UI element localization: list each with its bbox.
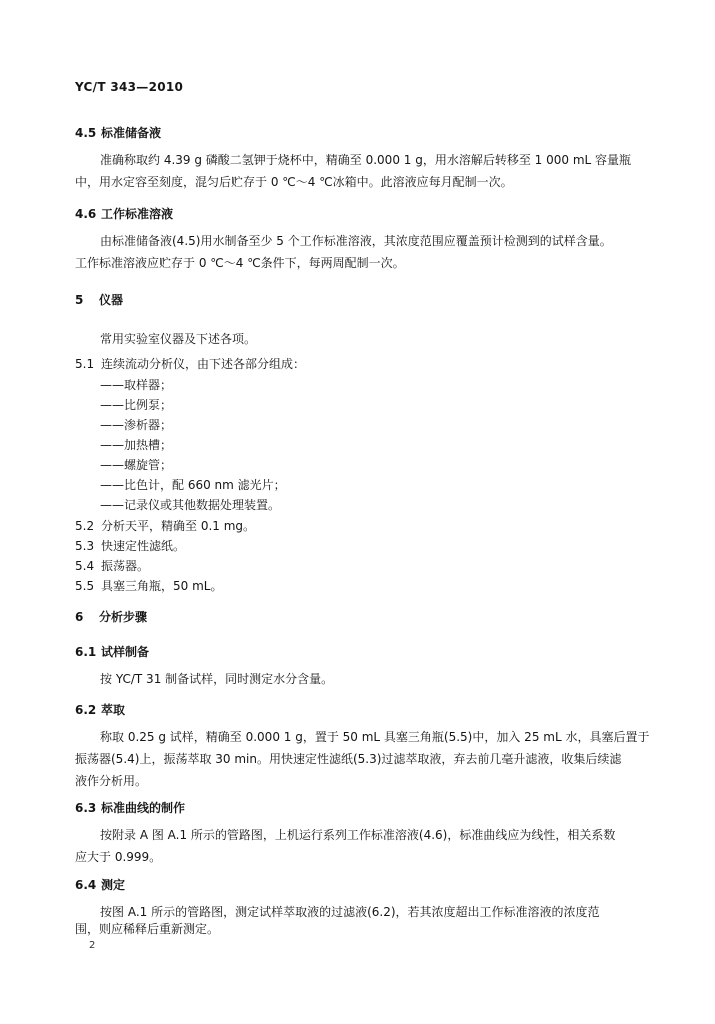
clause-number: 5.2 (75, 519, 95, 533)
clause-5-4 (75, 557, 149, 574)
section-title: 分析步骤 (99, 610, 148, 624)
section-title: 试样制备 (101, 645, 150, 659)
paragraph-line: 应大于 0.999。 (75, 850, 162, 864)
paragraph-line: 振荡器(5.4)上，振荡萃取 30 min。用快速定性滤纸(5.3)过滤萃取液，弃去前几毫升滤液，收集后续滤 (75, 752, 622, 766)
section-heading-4-6 (75, 205, 173, 222)
list-item: ——渗析器； (100, 418, 173, 432)
section-number: 5 (75, 293, 84, 307)
clause-text: 具塞三角瓶，50 mL。 (101, 579, 223, 593)
section-number: 6 (75, 610, 84, 624)
section-number: 6.2 (75, 703, 97, 717)
clause-5-5 (75, 577, 222, 594)
section-number: 4.5 (75, 126, 97, 140)
section-number: 4.6 (75, 207, 97, 221)
section-title: 仪器 (99, 293, 124, 307)
clause-5-2 (75, 517, 255, 534)
paragraph-line: 围，则应稀释后重新测定。 (75, 922, 220, 936)
section-title: 标准曲线的制作 (101, 801, 186, 815)
section-heading-6-3 (75, 799, 185, 816)
paragraph-line: 中，用水定容至刻度，混匀后贮存于 0 ℃～4 ℃冰箱中。此溶液应每月配制一次。 (75, 175, 513, 189)
paragraph-line: 按 YC/T 31 制备试样，同时测定水分含量。 (100, 672, 334, 686)
section-title: 工作标准溶液 (101, 207, 174, 221)
list-item: ——记录仪或其他数据处理装置。 (100, 498, 281, 512)
list-item: ——螺旋管； (100, 458, 173, 472)
paragraph-line: 工作标准溶液应贮存于 0 ℃～4 ℃条件下，每两周配制一次。 (75, 256, 405, 270)
clause-5-1 (75, 355, 305, 372)
paragraph-line: 按附录 A 图 A.1 所示的管路图，上机运行系列工作标准溶液(4.6)，标准曲线应为线性，相关系数 (100, 828, 616, 842)
page-number: 2 (89, 940, 96, 951)
section-title: 标准储备液 (101, 126, 162, 140)
clause-number: 5.4 (75, 559, 95, 573)
paragraph-line: 称取 0.25 g 试样，精确至 0.000 1 g，置于 50 mL 具塞三角瓶(5.5)中，加入 25 mL 水，具塞后置于 (100, 730, 650, 744)
clause-text: 振荡器。 (101, 559, 150, 573)
section-number: 6.1 (75, 645, 97, 659)
section-heading-5 (75, 291, 123, 308)
paragraph-line: 由标准储备液(4.5)用水制备至少 5 个工作标准溶液，其浓度范围应覆盖预计检测到的试样含量。 (100, 234, 612, 248)
list-item: ——加热槽； (100, 438, 173, 452)
section-heading-6-1 (75, 643, 149, 660)
clause-5-3 (75, 537, 185, 554)
section-heading-4-5 (75, 124, 161, 141)
paragraph-line: 常用实验室仪器及下述各项。 (100, 332, 257, 346)
section-heading-6 (75, 608, 147, 625)
clause-number: 5.1 (75, 357, 95, 371)
list-item: ——取样器； (100, 378, 173, 392)
section-title: 测定 (101, 878, 126, 892)
list-item: ——比色计，配 660 nm 滤光片； (100, 478, 286, 492)
list-item: ——比例泵； (100, 398, 173, 412)
section-number: 6.3 (75, 801, 97, 815)
clause-text: 连续流动分析仪，由下述各部分组成： (101, 357, 306, 371)
section-heading-6-2 (75, 701, 125, 718)
section-title: 萃取 (101, 703, 126, 717)
section-heading-6-4 (75, 876, 125, 893)
clause-text: 分析天平，精确至 0.1 mg。 (101, 519, 256, 533)
clause-number: 5.5 (75, 579, 95, 593)
paragraph-line: 液作分析用。 (75, 774, 148, 788)
standard-number-header: YC/T 343—2010 (75, 80, 184, 94)
paragraph-line: 按图 A.1 所示的管路图，测定试样萃取液的过滤液(6.2)，若其浓度超出工作标准溶液的浓度范 (100, 905, 600, 919)
clause-text: 快速定性滤纸。 (101, 539, 186, 553)
section-number: 6.4 (75, 878, 97, 892)
paragraph-line: 准确称取约 4.39 g 磷酸二氢钾于烧杯中，精确至 0.000 1 g，用水溶解后转移至 1 000 mL 容量瓶 (100, 153, 632, 167)
clause-number: 5.3 (75, 539, 95, 553)
